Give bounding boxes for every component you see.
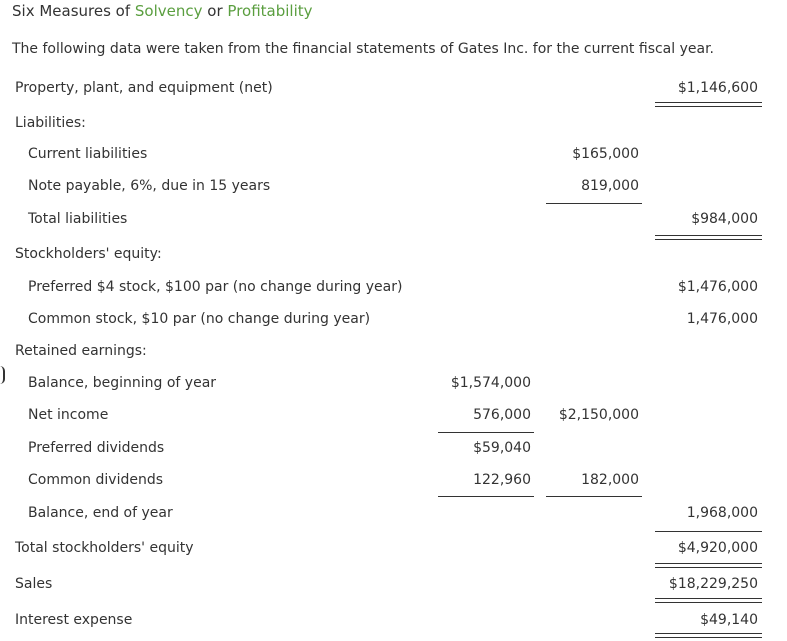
amount-c1: 576,000 [473, 407, 531, 423]
double-underline [655, 563, 762, 568]
profitability-link[interactable]: Profitability [227, 2, 313, 20]
row-label: Preferred dividends [28, 440, 165, 456]
amount-c3: $4,920,000 [677, 540, 758, 556]
underline [438, 496, 534, 497]
double-underline [655, 235, 762, 240]
amount-c2: $2,150,000 [558, 407, 639, 423]
row-label: Retained earnings: [15, 343, 147, 359]
row-label: Net income [28, 407, 109, 423]
row-stockholders-equity [0, 246, 787, 266]
row-note-payable [0, 178, 787, 198]
amount-c2: 182,000 [581, 472, 639, 488]
row-label: Current liabilities [28, 146, 148, 162]
amount-c1: $1,574,000 [450, 375, 531, 391]
row-label: Property, plant, and equipment (net) [15, 80, 273, 96]
amount-c3: $18,229,250 [668, 576, 758, 592]
amount-c2: 819,000 [581, 178, 639, 194]
row-preferred-dividends [0, 440, 787, 460]
double-underline [655, 633, 762, 638]
title-or: or [202, 2, 228, 20]
row-label: Interest expense [15, 612, 133, 628]
amount-c2: $165,000 [572, 146, 639, 162]
row-label: Balance, end of year [28, 505, 173, 521]
row-label: Total liabilities [28, 211, 128, 227]
row-total-equity [0, 540, 787, 560]
amount-c1: 122,960 [473, 472, 531, 488]
amount-c3: $49,140 [700, 612, 758, 628]
underline [655, 531, 762, 532]
row-label: Sales [15, 576, 53, 592]
title-prefix: Six Measures of [12, 2, 135, 20]
row-balance-end [0, 505, 787, 525]
amount-c1: $59,040 [473, 440, 531, 456]
row-label: Stockholders' equity: [15, 246, 162, 262]
row-interest-expense [0, 612, 787, 632]
row-label: Balance, beginning of year [28, 375, 217, 391]
row-total-liabilities [0, 211, 787, 231]
amount-c3: $1,146,600 [677, 80, 758, 96]
row-balance-beginning [0, 375, 787, 395]
row-preferred-stock [0, 279, 787, 299]
double-underline [655, 102, 762, 107]
row-label: Liabilities: [15, 115, 86, 131]
row-label: Common dividends [28, 472, 164, 488]
page-title [12, 2, 313, 20]
underline [546, 203, 642, 204]
row-retained-earnings [0, 343, 787, 363]
row-label: Preferred $4 stock, $100 par (no change during year) [28, 279, 403, 295]
amount-c3: 1,968,000 [686, 505, 758, 521]
row-liabilities [0, 115, 787, 135]
row-current-liabilities [0, 146, 787, 166]
amount-c3: 1,476,000 [686, 311, 758, 327]
row-common-stock [0, 311, 787, 331]
row-label: Common stock, $10 par (no change during year) [28, 311, 371, 327]
underline [546, 496, 642, 497]
row-sales [0, 576, 787, 596]
row-label: Note payable, 6%, due in 15 years [28, 178, 271, 194]
row-ppe [0, 80, 787, 100]
double-underline [655, 598, 762, 603]
solvency-link[interactable]: Solvency [134, 2, 203, 20]
intro-text: The following data were taken from the financial statements of Gates Inc. for the current fiscal year. [12, 41, 715, 57]
amount-c3: $984,000 [691, 211, 758, 227]
row-label: Total stockholders' equity [15, 540, 194, 556]
row-common-dividends [0, 472, 787, 492]
underline [438, 432, 534, 433]
amount-c3: $1,476,000 [677, 279, 758, 295]
row-net-income [0, 407, 787, 427]
